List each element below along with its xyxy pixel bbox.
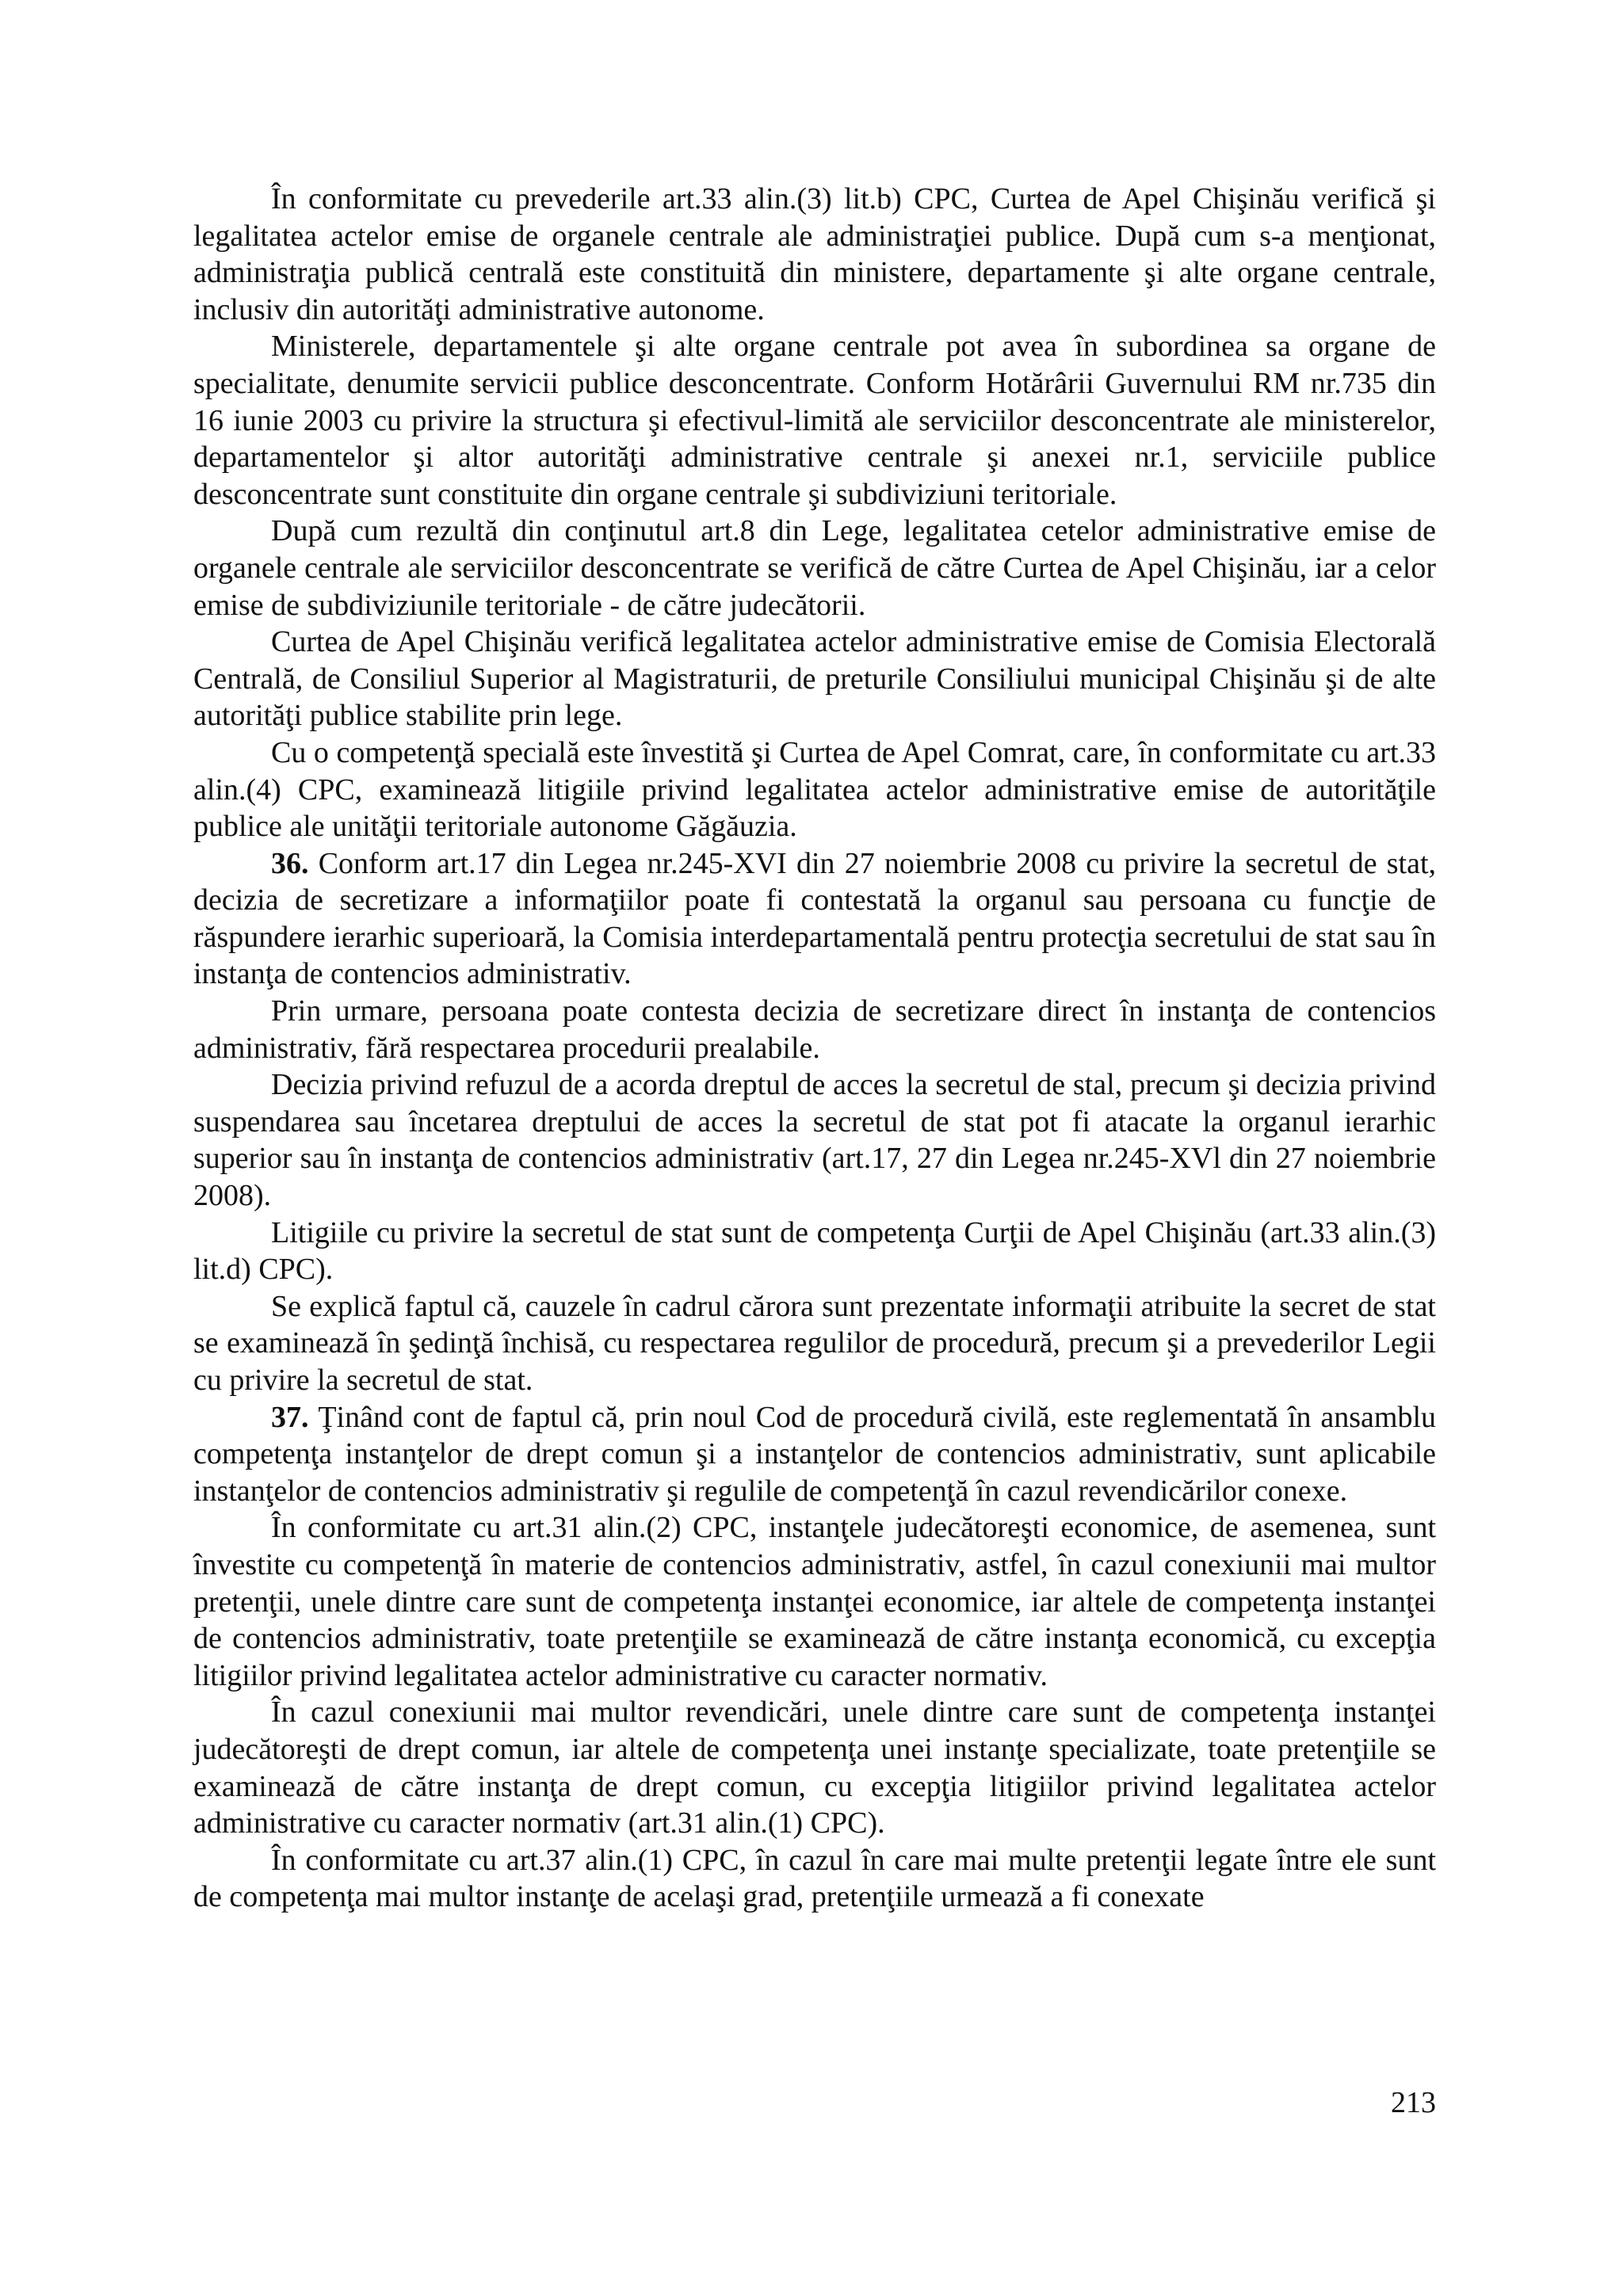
paragraph: [193, 1066, 1436, 1214]
paragraph: [193, 734, 1436, 845]
paragraph: [193, 1842, 1436, 1916]
paragraph: [193, 1215, 1436, 1288]
paragraph-text: Conform art.17 din Legea nr.245-XVI din 27 noiembrie 2008 cu privire la secretul de stat, decizia de secretizare a informaţiilor poate fi contestată la organul sau persoana cu funcţie de răspundere ierarhic superioară, la Comisia interdepartamentală pentru protecţia secretului de stat sau în instanţa de contencios administrativ.: [193, 846, 1437, 991]
paragraph: [193, 513, 1436, 624]
document-body: [193, 181, 1436, 1916]
paragraph: [193, 1509, 1436, 1694]
paragraph: [193, 181, 1436, 328]
paragraph-37: [193, 1399, 1436, 1510]
paragraph-number: 36.: [271, 846, 309, 880]
page-number: 213: [1391, 2086, 1436, 2119]
paragraph: [193, 1694, 1436, 1841]
paragraph-text: În cazul conexiunii mai multor revendicări, unele dintre care sunt de competenţa instanţei judecătoreşti de drept comun, iar altele de competenţa unei instanţe specializate, toate pretenţiile se examinează de către instanţa de drept comun, cu excepţia litigiilor privind legalitatea actelor administrative cu caracter normativ (art.31 alin.(1) CPC).: [193, 1695, 1436, 1840]
paragraph-text: În conformitate cu art.37 alin.(1) CPC, în cazul în care mai multe pretenţii legate între ele sunt de competenţa mai multor instanţe de acelaşi grad, pretenţiile urmează a fi conexate: [193, 1843, 1436, 1914]
paragraph-text: Decizia privind refuzul de a acorda dreptul de acces la secretul de stal, precum şi decizia privind suspendarea sau încetarea dreptului de acces la secretul de stat pot fi atacate la organul ierarhic superior sau în instanţa de contencios administrativ (art.17, 27 din Legea nr.245-XVl din 27 noiembrie 2008).: [193, 1068, 1436, 1213]
paragraph: [193, 328, 1436, 513]
paragraph: [193, 993, 1436, 1066]
paragraph-text: Cu o competenţă specială este învestită şi Curtea de Apel Comrat, care, în conformitate cu art.33 alin.(4) CPC, examinează litigiile privind legalitatea actelor administrative emise de autorităţile publice ale unităţii teritoriale autonome Găgăuzia.: [193, 735, 1436, 844]
paragraph-text: După cum rezultă din conţinutul art.8 din Lege, legalitatea cetelor administrative emise de organele centrale ale serviciilor desconcentrate se verifică de către Curtea de Apel Chişinău, iar a celor emise de subdiviziunile teritoriale - de către judecătorii.: [193, 514, 1436, 622]
paragraph-text: Se explică faptul că, cauzele în cadrul cărora sunt prezentate informaţii atribuite la secret de stat se examinează în şedinţă închisă, cu respectarea regulilor de procedură, precum şi a prevederilor Legii cu privire la secretul de stat.: [193, 1289, 1436, 1397]
paragraph: [193, 624, 1436, 734]
paragraph-text: Litigiile cu privire la secretul de stat sunt de competenţa Curţii de Apel Chişinău (art.33 alin.(3) lit.d) CPC).: [193, 1215, 1436, 1287]
paragraph-number: 37.: [271, 1400, 309, 1434]
paragraph-text: Ţinând cont de faptul că, prin noul Cod de procedură civilă, este reglementată în ansamblu competenţa instanţelor de drept comun şi a instanţelor de contencios administrativ, sunt aplicabile instanţelor de contencios administrativ şi regulile de competenţă în cazul revendicărilor conexe.: [193, 1400, 1436, 1508]
paragraph-text: Prin urmare, persoana poate contesta decizia de secretizare direct în instanţa de contencios administrativ, fără respectarea procedurii prealabile.: [193, 994, 1436, 1065]
paragraph-text: În conformitate cu prevederile art.33 alin.(3) lit.b) CPC, Curtea de Apel Chişinău verifică şi legalitatea actelor emise de organele centrale ale administraţiei publice. După cum s-a menţionat, administraţia publică centrală este constituită din ministere, departamente şi alte organe centrale, inclusiv din autorităţi administrative autonome.: [193, 182, 1436, 326]
paragraph-text: Curtea de Apel Chişinău verifică legalitatea actelor administrative emise de Comisia Electorală Centrală, de Consiliul Superior al Magistraturii, de preturile Consiliului municipal Chişinău şi de alte autorităţi publice stabilite prin lege.: [193, 625, 1436, 733]
paragraph-text: Ministerele, departamentele şi alte organe centrale pot avea în subordinea sa organe de specialitate, denumite servicii publice desconcentrate. Conform Hotărârii Guvernului RM nr.735 din 16 iunie 2003 cu privire la structura şi efectivul-limită ale serviciilor desconcentrate ale ministerelor, departamentelor şi altor autorităţi administrative centrale şi anexei nr.1, serviciile publice desconcentrate sunt constituite din organe centrale şi subdiviziuni teritoriale.: [193, 330, 1436, 511]
paragraph-text: În conformitate cu art.31 alin.(2) CPC, instanţele judecătoreşti economice, de asemenea, sunt învestite cu competenţă în materie de contencios administrativ, astfel, în cazul conexiunii mai multor pretenţii, unele dintre care sunt de competenţa instanţei economice, iar altele de competenţa instanţei de contencios administrativ, toate pretenţiile se examinează de către instanţa economică, cu excepţia litigiilor privind legalitatea actelor administrative cu caracter normativ.: [193, 1511, 1436, 1692]
paragraph-36: [193, 845, 1436, 993]
paragraph: [193, 1288, 1436, 1399]
